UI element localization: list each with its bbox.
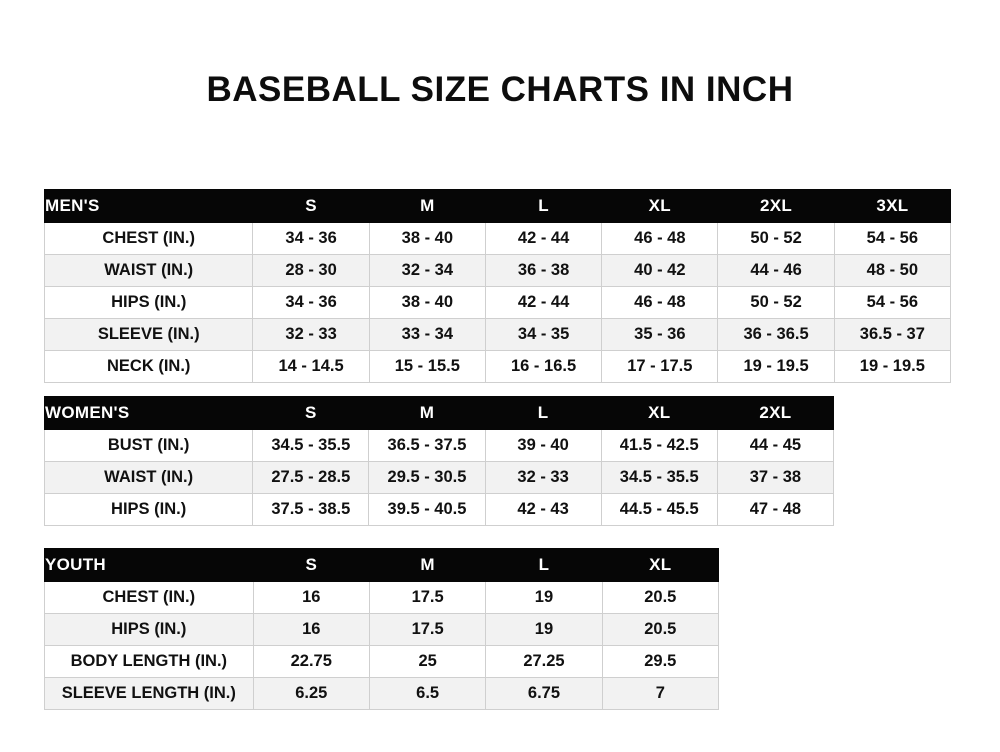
table-header-row	[45, 549, 719, 582]
cell: 16	[253, 614, 369, 646]
cell: 36 - 38	[485, 255, 601, 287]
column-header-m: M	[369, 190, 485, 223]
cell: 37.5 - 38.5	[253, 494, 369, 526]
cell: 34 - 36	[253, 287, 369, 319]
youth-header-label: YOUTH	[45, 549, 254, 582]
cell: 29.5	[602, 646, 718, 678]
row-label: BUST (IN.)	[45, 430, 253, 462]
cell: 36 - 36.5	[718, 319, 834, 351]
cell: 22.75	[253, 646, 369, 678]
cell: 19 - 19.5	[834, 351, 950, 383]
cell: 46 - 48	[602, 223, 718, 255]
column-header-l: L	[485, 397, 601, 430]
column-header-s: S	[253, 190, 369, 223]
cell: 44 - 45	[717, 430, 833, 462]
row-label: BODY LENGTH (IN.)	[45, 646, 254, 678]
row-label: WAIST (IN.)	[45, 462, 253, 494]
cell: 27.5 - 28.5	[253, 462, 369, 494]
table-header-row	[45, 397, 834, 430]
cell: 41.5 - 42.5	[601, 430, 717, 462]
cell: 37 - 38	[717, 462, 833, 494]
cell: 42 - 44	[485, 287, 601, 319]
cell: 16 - 16.5	[485, 351, 601, 383]
cell: 34 - 35	[485, 319, 601, 351]
table-row	[45, 255, 951, 287]
column-header-m: M	[369, 549, 485, 582]
cell: 39 - 40	[485, 430, 601, 462]
youth-size-chart	[44, 548, 719, 710]
cell: 32 - 33	[253, 319, 369, 351]
cell: 17.5	[369, 614, 485, 646]
womens-header-label: WOMEN'S	[45, 397, 253, 430]
row-label: HIPS (IN.)	[45, 287, 253, 319]
row-label: HIPS (IN.)	[45, 614, 254, 646]
cell: 6.5	[369, 678, 485, 710]
cell: 54 - 56	[834, 287, 950, 319]
page-edge-decoration	[990, 0, 1000, 752]
cell: 36.5 - 37.5	[369, 430, 485, 462]
row-label: WAIST (IN.)	[45, 255, 253, 287]
cell: 20.5	[602, 614, 718, 646]
mens-header-label: MEN'S	[45, 190, 253, 223]
table-row	[45, 462, 834, 494]
column-header-s: S	[253, 397, 369, 430]
table-row	[45, 319, 951, 351]
cell: 33 - 34	[369, 319, 485, 351]
cell: 46 - 48	[602, 287, 718, 319]
cell: 38 - 40	[369, 287, 485, 319]
cell: 42 - 43	[485, 494, 601, 526]
column-header-xl: XL	[601, 397, 717, 430]
row-label: CHEST (IN.)	[45, 223, 253, 255]
cell: 36.5 - 37	[834, 319, 950, 351]
column-header-2xl: 2XL	[717, 397, 833, 430]
cell: 38 - 40	[369, 223, 485, 255]
column-header-m: M	[369, 397, 485, 430]
cell: 14 - 14.5	[253, 351, 369, 383]
cell: 34.5 - 35.5	[253, 430, 369, 462]
table-header-row	[45, 190, 951, 223]
cell: 32 - 34	[369, 255, 485, 287]
cell: 17 - 17.5	[602, 351, 718, 383]
cell: 15 - 15.5	[369, 351, 485, 383]
column-header-s: S	[253, 549, 369, 582]
cell: 50 - 52	[718, 223, 834, 255]
table-row	[45, 287, 951, 319]
table-row	[45, 678, 719, 710]
column-header-l: L	[486, 549, 602, 582]
table-row	[45, 614, 719, 646]
column-header-2xl: 2XL	[718, 190, 834, 223]
cell: 20.5	[602, 582, 718, 614]
row-label: HIPS (IN.)	[45, 494, 253, 526]
table-row	[45, 430, 834, 462]
cell: 54 - 56	[834, 223, 950, 255]
row-label: SLEEVE (IN.)	[45, 319, 253, 351]
cell: 47 - 48	[717, 494, 833, 526]
cell: 6.25	[253, 678, 369, 710]
cell: 48 - 50	[834, 255, 950, 287]
cell: 19 - 19.5	[718, 351, 834, 383]
cell: 29.5 - 30.5	[369, 462, 485, 494]
cell: 44.5 - 45.5	[601, 494, 717, 526]
cell: 7	[602, 678, 718, 710]
table-row	[45, 223, 951, 255]
cell: 6.75	[486, 678, 602, 710]
cell: 34 - 36	[253, 223, 369, 255]
cell: 42 - 44	[485, 223, 601, 255]
column-header-xl: XL	[602, 190, 718, 223]
table-row	[45, 351, 951, 383]
table-row	[45, 494, 834, 526]
cell: 50 - 52	[718, 287, 834, 319]
column-header-3xl: 3XL	[834, 190, 950, 223]
column-header-l: L	[485, 190, 601, 223]
cell: 28 - 30	[253, 255, 369, 287]
cell: 39.5 - 40.5	[369, 494, 485, 526]
row-label: NECK (IN.)	[45, 351, 253, 383]
cell: 19	[486, 582, 602, 614]
table-row	[45, 582, 719, 614]
cell: 34.5 - 35.5	[601, 462, 717, 494]
mens-size-chart	[44, 189, 951, 383]
column-header-xl: XL	[602, 549, 718, 582]
cell: 19	[486, 614, 602, 646]
row-label: CHEST (IN.)	[45, 582, 254, 614]
cell: 17.5	[369, 582, 485, 614]
cell: 32 - 33	[485, 462, 601, 494]
table-row	[45, 646, 719, 678]
cell: 35 - 36	[602, 319, 718, 351]
page-title: BASEBALL SIZE CHARTS IN INCH	[206, 70, 794, 109]
womens-size-chart	[44, 396, 834, 526]
row-label: SLEEVE LENGTH (IN.)	[45, 678, 254, 710]
cell: 40 - 42	[602, 255, 718, 287]
cell: 44 - 46	[718, 255, 834, 287]
cell: 16	[253, 582, 369, 614]
cell: 25	[369, 646, 485, 678]
cell: 27.25	[486, 646, 602, 678]
